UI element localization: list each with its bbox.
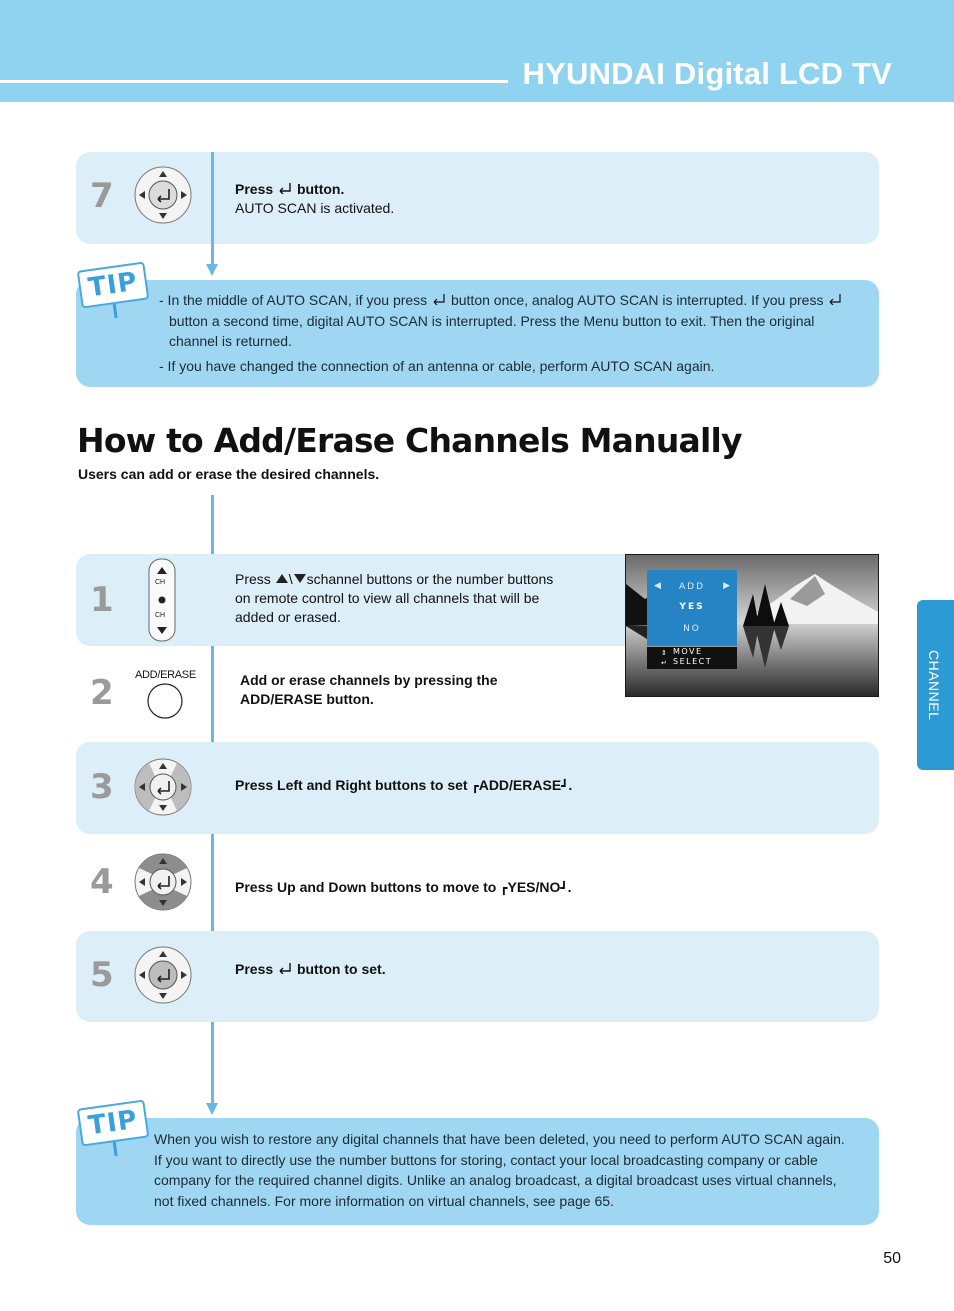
navigation-pad-up-down-icon [134,853,192,916]
step-4-text: Press Up and Down buttons to move to ┏YES/NO┛. [235,879,572,895]
step-7-line-2: AUTO SCAN is activated. [235,200,395,216]
ch-up-label: CH [155,579,166,586]
add-erase-button-icon [147,683,183,724]
osd-title: ADD [678,582,706,592]
up-triangle-icon [275,573,289,584]
osd-option-yes: YES [679,602,705,612]
step-number-2: 2 [90,673,114,713]
tip-2-text: When you wish to restore any digital channels that have been deleted, you need to perform AUTO SCAN again. If you want to directly use the number buttons for storing, contact your local broadcasting company or cable company for the required channel digits. Unlike an analog broadcast, a digital broadcast uses virtual channels, not fixed channels. For more information on virtual channels, see page 65. [154,1131,845,1209]
left-arrow-icon: ◀ [654,580,661,590]
section-title: How to Add/Erase Channels Manually [77,421,742,460]
page-number: 50 [883,1250,901,1267]
channel-side-tab[interactable] [917,600,954,770]
flow-arrow [206,264,218,276]
navigation-pad-icon [134,166,192,229]
step-5-panel [76,931,879,1022]
osd-move-label: MOVE [673,647,703,656]
osd-select-label: SELECT [673,657,713,666]
tip-1-text [159,290,859,376]
down-triangle-icon [293,573,307,584]
tip-icon: TIP [77,1100,150,1147]
step-2-text: Add or erase channels by pressing the ADD/ERASE button. [240,672,498,707]
enter-icon [277,182,293,194]
header-divider [0,80,508,83]
channel-rocker-icon [148,558,176,647]
step-1-text: Press \ schannel buttons or the number buttons on remote control to view all channels that will be added or erased. [235,571,554,625]
step-7-line-1: Press button. [235,181,345,197]
step-number-5: 5 [90,955,114,995]
navigation-pad-left-right-icon [134,758,192,821]
updown-icon: ⇕ [661,649,669,657]
enter-icon [431,293,447,305]
ch-down-label: CH [155,612,166,619]
step-7-panel [76,152,879,244]
side-tab-label: CHANNEL [926,650,942,721]
enter-icon [827,293,843,305]
tip-2-badge [77,1100,152,1161]
tip-1-item-1: - In the middle of AUTO SCAN, if you press button once, analog AUTO SCAN is interrupted. If you press [159,290,859,311]
navigation-pad-enter-icon [134,946,192,1009]
osd-option-no: NO [683,624,701,634]
step-number-3: 3 [90,767,114,807]
right-arrow-icon: ▶ [723,580,730,590]
enter-icon: ↵ [661,659,669,667]
section-subtitle: Users can add or erase the desired channels. [78,466,380,482]
tip-1-item-2: - If you have changed the connection of an antenna or cable, perform AUTO SCAN again. [159,357,715,374]
flow-line [211,152,214,264]
step-3-text: Press Left and Right buttons to set ┏ADD/ERASE┛. [235,777,573,793]
tip-1-badge [77,262,152,323]
step-5-text: Press button to set. [235,961,386,977]
brand-title: HYUNDAI Digital LCD TV [522,56,892,91]
osd-help-bar [647,647,737,669]
enter-icon [277,962,293,974]
tip-1-item-1-end: channel is returned. [169,333,292,349]
tip-icon: TIP [77,262,150,309]
add-erase-button-label: ADD/ERASE [135,669,196,681]
tip-1-item-1-cont: button a second time, digital AUTO SCAN is interrupted. Press the Menu button to exit. Then the original [169,312,815,329]
step-number-4: 4 [90,862,114,902]
step-number-7: 7 [90,176,114,216]
osd-menu [647,570,737,646]
flow-arrow [206,1103,218,1115]
step-number-1: 1 [90,580,114,620]
